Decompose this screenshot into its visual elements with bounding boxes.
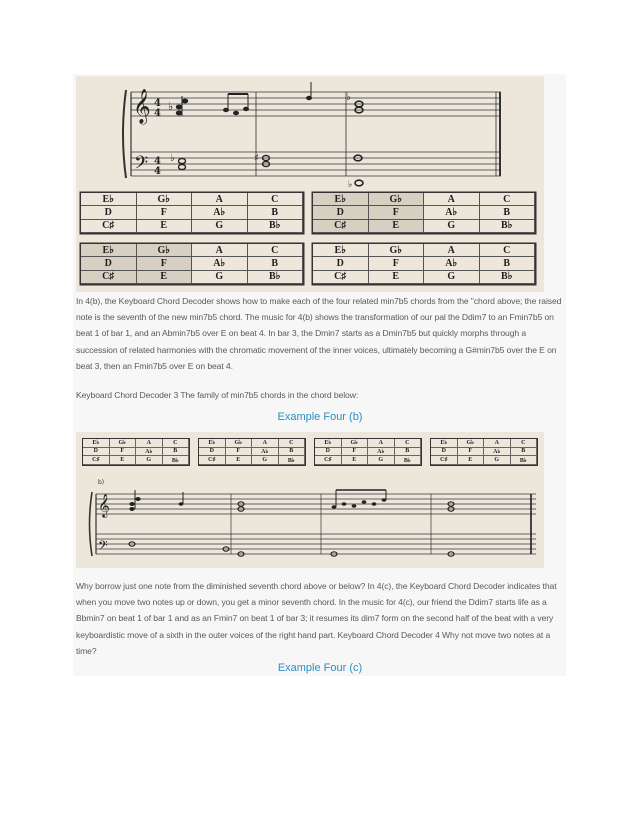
chord-cell: E♭ [81,193,137,206]
chord-cell: F [226,448,253,457]
chord-cell: E [369,220,425,233]
paragraph-1: In 4(b), the Keyboard Chord Decoder shows how to make each of the four related min7b5 chords from the "chord above; the raised note is the seventh of the new min7b5 chord. The music for 4(b) shows the transformation of our pal the Ddim7 to an Fmin7b5 on beat 1 of bar 1, and an Abmin7b5 over E on beat 4. In bar 3, the Dmin7 starts as a Dmin7b5 but quickly morphs through a succession of related harmonies with the chromatic movement of the inner voices, ultimately becoming a G#min7b5 over the E on beat 3, then an Fmin7b5 over E on beat 4. [76,296,562,371]
chord-cell: B [511,448,538,457]
chord-cell: G♭ [458,439,485,448]
caption-example-b: Example Four (b) [277,411,363,423]
chord-table [312,192,536,234]
chord-cell: A♭ [192,206,248,219]
chord-cell: G♭ [369,244,425,257]
chord-cell: A♭ [136,448,163,457]
chord-cell: B♭ [395,456,422,465]
chord-cell: B [248,257,304,270]
svg-text:♭: ♭ [168,100,174,113]
chord-cell: C♯ [81,271,137,284]
caption-example-c: Example Four (c) [277,662,363,674]
chord-cell: B [279,448,306,457]
chord-cell: B♭ [480,271,536,284]
svg-text:𝄞: 𝄞 [98,493,110,517]
chord-cell: B♭ [248,271,304,284]
chord-cell: G [192,220,248,233]
chord-cell: G [136,456,163,465]
chord-cell: C♯ [199,456,226,465]
svg-text:4: 4 [154,156,161,167]
chord-cell: D [313,257,369,270]
chord-cell: E [110,456,137,465]
chord-cell: A [484,439,511,448]
chord-cell: E [342,456,369,465]
example-b-figure [76,432,544,568]
chord-cell: G [192,271,248,284]
chord-cell: G♭ [137,193,193,206]
chord-cell: A [192,193,248,206]
chord-cell: G [424,220,480,233]
chord-cell: E [369,271,425,284]
chord-cell: C [248,193,304,206]
chord-cell: D [313,206,369,219]
music-notation-icon [76,432,544,568]
chord-table [80,192,304,234]
chord-cell: A [424,193,480,206]
chord-cell: C♯ [81,220,137,233]
svg-text:𝄢: 𝄢 [98,538,108,556]
chord-cell: E [137,220,193,233]
chord-cell: B♭ [511,456,538,465]
chord-cell: C [163,439,190,448]
svg-text:♭: ♭ [346,92,351,103]
chord-cell: G [368,456,395,465]
chord-cell: D [81,206,137,219]
chord-cell: E [137,271,193,284]
chord-cell: F [369,257,425,270]
chord-cell: G♭ [369,193,425,206]
chord-cell: A [252,439,279,448]
treble-clef-icon: 𝄞 [133,89,151,124]
chord-table [80,243,304,285]
chord-cell: C [395,439,422,448]
chord-cell: C♯ [431,456,458,465]
chord-cell: G [484,456,511,465]
chord-cell: B♭ [163,456,190,465]
chord-cell: E♭ [81,244,137,257]
chord-cell: B [163,448,190,457]
chord-cell: F [342,448,369,457]
chord-cell: A♭ [484,448,511,457]
chord-cell: C♯ [315,456,342,465]
chord-cell: E♭ [313,244,369,257]
chord-cell: D [199,448,226,457]
chord-cell: C [480,193,536,206]
paragraph-2: Keyboard Chord Decoder 3 The family of min7b5 chords in the chord below: [76,390,359,400]
svg-text:♯: ♯ [254,153,259,164]
example-a-figure [76,76,544,292]
chord-cell: C♯ [313,271,369,284]
chord-cell: F [137,257,193,270]
chord-cell: D [83,448,110,457]
chord-cell: B [395,448,422,457]
svg-text:♭: ♭ [170,153,175,164]
chord-cell: D [431,448,458,457]
chord-cell: E [226,456,253,465]
chord-cell: B [248,206,304,219]
chord-cell: F [137,206,193,219]
chord-cell: C [511,439,538,448]
chord-cell: A♭ [424,206,480,219]
chord-cell: D [315,448,342,457]
chord-cell: A [368,439,395,448]
chord-cell: A [136,439,163,448]
svg-text:4: 4 [154,108,161,119]
chord-cell: F [458,448,485,457]
svg-text:♭: ♭ [348,180,353,190]
chord-cell: E♭ [83,439,110,448]
chord-cell: E [458,456,485,465]
chord-cell: B [480,206,536,219]
chord-cell: A♭ [424,257,480,270]
chord-cell: G♭ [226,439,253,448]
svg-text:4: 4 [154,98,161,109]
chord-cell: G [424,271,480,284]
chord-cell: B♭ [248,220,304,233]
chord-cell: F [110,448,137,457]
chord-table [312,243,536,285]
chord-cell: G♭ [342,439,369,448]
chord-cell: F [369,206,425,219]
svg-text:4: 4 [154,166,161,177]
chord-cell: E♭ [313,193,369,206]
chord-cell: D [81,257,137,270]
chord-cell: B♭ [480,220,536,233]
chord-cell: B [480,257,536,270]
chord-cell: G♭ [137,244,193,257]
chord-cell: E♭ [431,439,458,448]
chord-cell: E♭ [199,439,226,448]
chord-cell: C [480,244,536,257]
chord-cell: G♭ [110,439,137,448]
chord-cell: C [279,439,306,448]
chord-cell: A [192,244,248,257]
chord-cell: E♭ [315,439,342,448]
chord-cell: G [252,456,279,465]
paragraph-3: Why borrow just one note from the diminished seventh chord above or below? In 4(c), the Keyboard Chord Decoder indicates that when you move two notes up or down, you get a minor seventh chord. In the music for 4(c), our friend the Ddim7 starts life as a Bbmin7 on beat 1 of bar 1 and as an Fmin7 on beat 1 of bar 3; it resumes its dim7 form on the second half of the beat with a very keyboardistic move of a sixth in the outer voices of the right hand part. Keyboard Chord Decoder 4 Why not move two notes at a time? [76,581,557,656]
chord-cell: A♭ [192,257,248,270]
chord-cell: C♯ [83,456,110,465]
chord-cell: A [424,244,480,257]
chord-cell: A♭ [252,448,279,457]
chord-cell: C♯ [313,220,369,233]
chord-cell: C [248,244,304,257]
bar-label: b) [98,479,105,486]
chord-cell: B♭ [279,456,306,465]
chord-cell: A♭ [368,448,395,457]
bass-clef-icon: 𝄢 [134,153,149,178]
